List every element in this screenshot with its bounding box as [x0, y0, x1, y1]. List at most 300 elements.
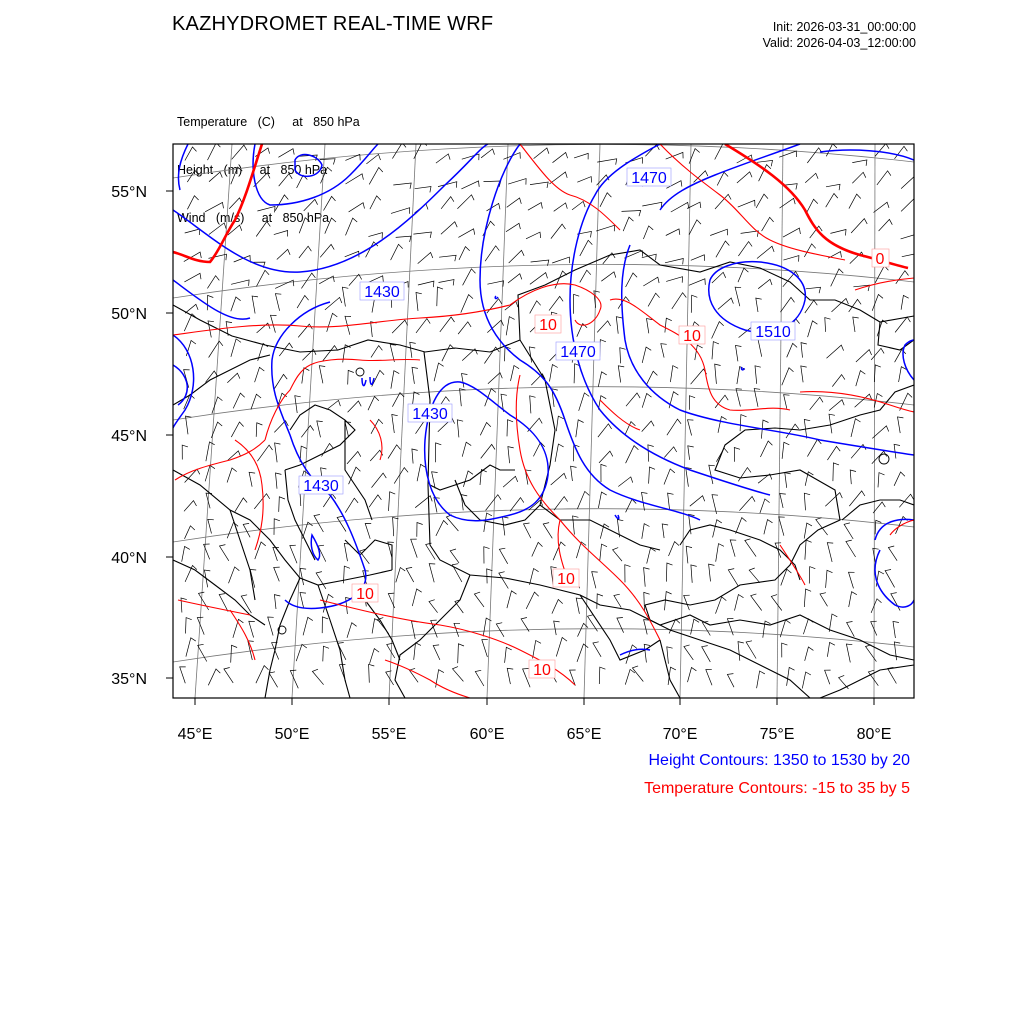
- wind-barb: [344, 543, 350, 561]
- wind-barb: [412, 589, 421, 606]
- wind-barb: [506, 223, 520, 231]
- lon-label-50: 50°E: [274, 726, 310, 743]
- wind-barb: [531, 374, 545, 385]
- wind-barb: [613, 548, 622, 562]
- wind-barb: [601, 464, 607, 482]
- wind-barb: [691, 255, 705, 261]
- wind-barb: [508, 179, 526, 185]
- wind-barb: [187, 170, 198, 182]
- wind-barb: [257, 206, 275, 212]
- lon-label-80: 80°E: [856, 726, 892, 743]
- wind-barb: [593, 642, 601, 657]
- wind-barb: [820, 593, 828, 607]
- wind-barb: [782, 643, 788, 657]
- wind-barb: [488, 373, 502, 384]
- wind-barb: [396, 236, 411, 242]
- wind-barb: [182, 445, 188, 459]
- wind-barb: [550, 365, 558, 382]
- wind-barb: [691, 369, 707, 384]
- wind-barb: [757, 671, 765, 688]
- wind-barb: [616, 317, 622, 334]
- wind-barb: [580, 240, 593, 256]
- wind-barb: [224, 668, 233, 683]
- wind-barb: [440, 317, 455, 332]
- wind-barb: [825, 670, 831, 684]
- wind-barb: [207, 276, 219, 289]
- wind-barb: [227, 373, 240, 383]
- wind-barb: [368, 397, 379, 411]
- wind-barb: [688, 420, 694, 436]
- wind-barb: [598, 424, 612, 437]
- wind-barb: [461, 295, 473, 313]
- wind-barb: [893, 621, 899, 638]
- wind-barb: [185, 526, 195, 539]
- wind-barb: [480, 423, 491, 436]
- wind-barb: [481, 444, 495, 458]
- wind-barb: [780, 297, 794, 312]
- svg-text:1430: 1430: [412, 406, 448, 423]
- wind-barb: [888, 546, 897, 561]
- wind-barb: [751, 594, 762, 611]
- wind-barb: [596, 225, 614, 231]
- wind-barb: [417, 464, 426, 481]
- wind-barb: [487, 203, 501, 211]
- wind-barb: [325, 218, 336, 234]
- wind-barb: [576, 542, 586, 558]
- wind-barb: [552, 600, 563, 614]
- wind-barb: [574, 294, 580, 313]
- wind-barb: [530, 273, 548, 285]
- wind-barb: [669, 542, 680, 556]
- wind-barb: [600, 193, 611, 207]
- wind-barb: [532, 542, 543, 556]
- wind-barb: [530, 301, 541, 314]
- wind-barb: [689, 396, 695, 410]
- wind-barb: [186, 416, 192, 434]
- wind-barb: [571, 466, 577, 481]
- wind-barb: [598, 492, 606, 508]
- wind-barb: [526, 592, 539, 609]
- wind-barb: [572, 201, 585, 210]
- wind-barb: [738, 642, 744, 661]
- wind-barb: [186, 638, 196, 657]
- wind-barb: [499, 572, 509, 589]
- wind-barb: [805, 540, 812, 560]
- wind-barb: [577, 644, 588, 662]
- wind-barb: [184, 273, 201, 282]
- wind-barb: [891, 593, 900, 611]
- wind-barb: [745, 539, 756, 557]
- wind-barb: [756, 194, 768, 208]
- wind-barb: [672, 293, 687, 309]
- wind-barb: [807, 148, 822, 163]
- svg-text:10: 10: [539, 317, 557, 334]
- wind-barb: [413, 232, 431, 238]
- wind-barb: [486, 495, 502, 511]
- wind-barb: [762, 217, 774, 231]
- wind-barb: [300, 568, 306, 585]
- wind-barb: [760, 499, 770, 513]
- wind-barb: [458, 644, 464, 663]
- wind-barb: [738, 242, 752, 256]
- init-time: Init: 2026-03-31_00:00:00: [772, 20, 916, 34]
- wind-barb: [786, 424, 799, 438]
- wind-barb: [227, 468, 237, 483]
- wind-barb: [322, 444, 334, 457]
- wind-barb: [198, 644, 207, 661]
- wind-barb: [901, 235, 916, 241]
- wind-barb: [666, 277, 682, 283]
- wind-barb: [760, 441, 772, 457]
- wind-barb: [826, 570, 833, 588]
- wind-barb: [829, 400, 844, 411]
- wind-barb: [231, 422, 243, 437]
- wind-barb: [391, 244, 403, 260]
- wind-barb: [323, 646, 329, 661]
- wind-barb: [442, 345, 454, 362]
- wind-barb: [901, 175, 918, 188]
- wind-barb: [622, 211, 641, 217]
- wind-barb: [345, 154, 360, 160]
- wind-barb: [508, 447, 514, 464]
- temperature-legend: Temperature Contours: -15 to 35 by 5: [644, 780, 910, 797]
- wind-barb: [804, 244, 815, 257]
- wind-barb: [827, 543, 833, 562]
- wind-barb: [735, 287, 741, 306]
- wind-barb: [459, 247, 470, 260]
- wind-barb: [713, 520, 722, 538]
- wind-barb: [273, 547, 279, 561]
- wind-barb: [736, 389, 742, 407]
- wind-barb: [441, 222, 457, 235]
- wind-barb: [185, 304, 198, 313]
- wind-barb: [487, 299, 502, 313]
- lon-label-45: 45°E: [177, 726, 213, 743]
- longitude-labels: [178, 726, 892, 743]
- wind-barb: [206, 442, 215, 461]
- wind-barb: [554, 497, 568, 511]
- wind-barb: [212, 397, 223, 414]
- wind-barb: [687, 202, 701, 208]
- wind-barb: [552, 257, 569, 263]
- wind-barb: [418, 281, 434, 287]
- wind-barb: [233, 393, 245, 408]
- wind-barb: [231, 645, 237, 662]
- wind-barb: [412, 621, 418, 639]
- wind-barb: [688, 446, 694, 460]
- wind-barb: [691, 295, 697, 313]
- wind-barb: [436, 521, 448, 536]
- wind-barb: [205, 202, 223, 211]
- wind-barb: [528, 203, 543, 211]
- wind-barb: [505, 647, 512, 663]
- wind-barb: [320, 159, 335, 165]
- wind-barb: [209, 172, 222, 182]
- wind-barb: [577, 491, 589, 509]
- svg-text:10: 10: [356, 586, 374, 603]
- svg-text:1430: 1430: [303, 478, 339, 495]
- wind-barb: [716, 448, 728, 462]
- wind-barb: [482, 640, 488, 657]
- wind-barb: [412, 449, 418, 464]
- wind-barb: [691, 619, 700, 634]
- wind-barb: [849, 592, 857, 607]
- wind-barb: [879, 219, 893, 231]
- svg-text:1430: 1430: [364, 284, 400, 301]
- wind-barb: [300, 593, 306, 608]
- wind-barb: [534, 148, 549, 159]
- wind-barb: [898, 417, 904, 433]
- wind-barb: [462, 374, 468, 388]
- wind-barb: [576, 598, 582, 614]
- wind-barb: [369, 495, 381, 507]
- svg-text:1470: 1470: [631, 170, 667, 187]
- wind-barb: [900, 393, 913, 410]
- wind-barb: [199, 592, 209, 610]
- wind-barb: [187, 196, 198, 210]
- wind-barb: [846, 540, 856, 557]
- wind-barb: [370, 196, 381, 209]
- wind-barb: [317, 421, 323, 437]
- wind-barb: [600, 340, 606, 358]
- wind-barb: [849, 572, 855, 588]
- wind-barb: [667, 419, 681, 435]
- wind-barb: [389, 492, 396, 511]
- height-label-6: [299, 476, 343, 495]
- wind-barb: [416, 293, 422, 311]
- wind-barb: [553, 153, 568, 163]
- wind-barb: [667, 647, 673, 664]
- wind-barb: [712, 322, 724, 339]
- wind-barb: [496, 623, 504, 637]
- wind-barb: [241, 595, 251, 613]
- wind-barb: [718, 417, 727, 433]
- wind-barb: [626, 499, 637, 512]
- wind-barb: [554, 203, 568, 211]
- wind-barb: [255, 367, 265, 382]
- wind-barb: [597, 594, 603, 609]
- wind-barb: [847, 622, 855, 637]
- wind-barb: [418, 253, 433, 264]
- wind-barb: [231, 280, 249, 286]
- wind-barb: [345, 498, 358, 512]
- wind-barb: [411, 539, 418, 558]
- height-label-5: [408, 404, 452, 423]
- wind-barb: [297, 175, 308, 188]
- wind-barb: [507, 420, 513, 437]
- wind-barb: [371, 322, 377, 337]
- wind-barb: [785, 473, 791, 488]
- wind-barb: [642, 347, 651, 363]
- wind-barb: [393, 183, 411, 189]
- wind-barb: [461, 181, 479, 189]
- wind-barb: [206, 493, 212, 508]
- temperature-contour-labels: [352, 249, 889, 679]
- wind-barb: [801, 366, 807, 382]
- wind-barb: [614, 594, 621, 607]
- wind-barb: [275, 280, 294, 288]
- wind-barb: [851, 419, 861, 437]
- wind-barb: [182, 546, 190, 561]
- wind-barb: [511, 366, 520, 382]
- wind-barb: [296, 644, 307, 661]
- wind-barb: [648, 293, 660, 306]
- wind-barb: [598, 372, 606, 387]
- wind-barb: [833, 463, 839, 481]
- wind-barb: [665, 259, 683, 265]
- wind-barb: [208, 143, 221, 160]
- wind-barb: [258, 343, 268, 361]
- wind-barb: [475, 670, 484, 686]
- wind-barb: [618, 477, 632, 487]
- wind-barb: [600, 544, 607, 560]
- wind-barb: [661, 344, 667, 358]
- wind-barb: [664, 469, 675, 485]
- wind-barb: [808, 321, 818, 337]
- wind-barb: [779, 517, 785, 536]
- wind-barb: [503, 476, 518, 487]
- wind-barb: [597, 321, 610, 333]
- wind-barb: [392, 415, 398, 434]
- wind-barb: [271, 315, 277, 332]
- wind-barb: [549, 296, 563, 310]
- wind-barb: [851, 219, 867, 233]
- wind-barb: [436, 443, 442, 462]
- wind-barb: [481, 149, 494, 158]
- field-wind: Wind (m/s) at 850 hPa: [177, 211, 330, 225]
- wind-barb: [872, 295, 883, 311]
- wind-barb: [735, 595, 744, 611]
- wind-barb: [185, 229, 200, 235]
- wind-barb: [416, 319, 430, 333]
- wind-barbs: [180, 141, 918, 689]
- wind-barb: [507, 198, 522, 207]
- wind-barb: [391, 371, 399, 389]
- wind-barb: [457, 195, 474, 209]
- wind-barb: [556, 638, 567, 657]
- lat-label-50: 50°N: [111, 306, 147, 323]
- wind-barb: [316, 572, 326, 589]
- wind-barb: [669, 392, 678, 409]
- wind-barb: [736, 345, 742, 361]
- wind-barb: [771, 595, 782, 611]
- wind-barb: [304, 199, 318, 211]
- wind-barb: [508, 274, 522, 283]
- wind-barb: [856, 350, 872, 362]
- wind-barb: [643, 226, 653, 239]
- wind-barb: [181, 598, 187, 613]
- wind-barb: [756, 298, 762, 312]
- wind-barb: [666, 563, 672, 582]
- wind-barb: [856, 371, 866, 387]
- wind-barb: [365, 524, 371, 539]
- wind-barb: [325, 297, 342, 310]
- wind-barb: [346, 174, 364, 184]
- wind-barb: [782, 368, 794, 386]
- wind-barb: [728, 569, 738, 587]
- temperature-label-5: [352, 584, 378, 603]
- wind-barb: [875, 266, 888, 283]
- temperature-label-1: [872, 249, 889, 268]
- wind-barb: [749, 568, 760, 583]
- wind-barb: [830, 230, 846, 236]
- wind-barb: [758, 279, 772, 288]
- wind-barb: [780, 494, 786, 508]
- wind-barb: [484, 547, 490, 564]
- wind-barb: [348, 370, 354, 384]
- wind-barb: [662, 524, 668, 538]
- wind-barb: [739, 328, 753, 338]
- wind-barb: [229, 567, 240, 583]
- wind-barb: [371, 419, 383, 434]
- wind-barb: [499, 548, 507, 564]
- latitude-labels: [111, 184, 147, 688]
- wind-barb: [779, 151, 796, 157]
- wind-barb: [388, 445, 401, 459]
- wind-barb: [274, 231, 288, 237]
- wind-barb: [507, 591, 517, 608]
- wind-barb: [597, 159, 617, 165]
- wind-barb: [599, 667, 605, 684]
- wind-barb: [290, 670, 298, 688]
- wind-barb: [689, 279, 705, 286]
- wind-barb: [783, 256, 799, 262]
- wind-barb: [279, 174, 293, 186]
- wind-barb: [506, 317, 514, 336]
- wind-barb: [394, 468, 408, 484]
- wind-barb: [555, 444, 564, 462]
- wind-barb: [709, 564, 715, 581]
- wind-barb: [712, 342, 719, 360]
- wind-barb: [801, 343, 807, 358]
- wind-barb: [580, 270, 591, 282]
- wind-barb: [185, 147, 197, 161]
- wind-barb: [802, 672, 811, 688]
- temperature-label-3: [679, 326, 705, 345]
- wind-barb: [826, 194, 838, 208]
- wind-barb: [825, 493, 842, 507]
- wind-barb: [319, 276, 334, 284]
- wind-barb: [396, 568, 405, 583]
- wind-barb: [844, 523, 853, 539]
- wind-barb: [783, 228, 800, 237]
- wind-barb: [554, 621, 560, 635]
- wind-barb: [825, 318, 831, 332]
- wind-barb: [618, 297, 629, 309]
- svg-text:1470: 1470: [560, 344, 596, 361]
- wind-barb: [716, 544, 724, 562]
- height-legend: Height Contours: 1350 to 1530 by 20: [648, 752, 910, 769]
- wind-barb: [626, 393, 640, 406]
- wind-barb: [623, 217, 633, 231]
- wind-barb: [197, 617, 204, 634]
- wind-barb: [345, 251, 359, 257]
- wind-barb: [738, 268, 748, 282]
- lon-label-70: 70°E: [662, 726, 698, 743]
- height-contours: [173, 144, 914, 655]
- wind-barb: [684, 595, 690, 610]
- wind-barb: [268, 617, 274, 636]
- wind-barb: [618, 366, 624, 383]
- wind-barb: [208, 669, 220, 685]
- wind-barb: [220, 545, 229, 561]
- svg-text:10: 10: [533, 662, 551, 679]
- wind-barb: [647, 319, 653, 334]
- svg-text:0: 0: [875, 251, 885, 268]
- wind-barb: [626, 273, 638, 287]
- wind-barb: [369, 168, 383, 185]
- wind-barb: [592, 572, 598, 589]
